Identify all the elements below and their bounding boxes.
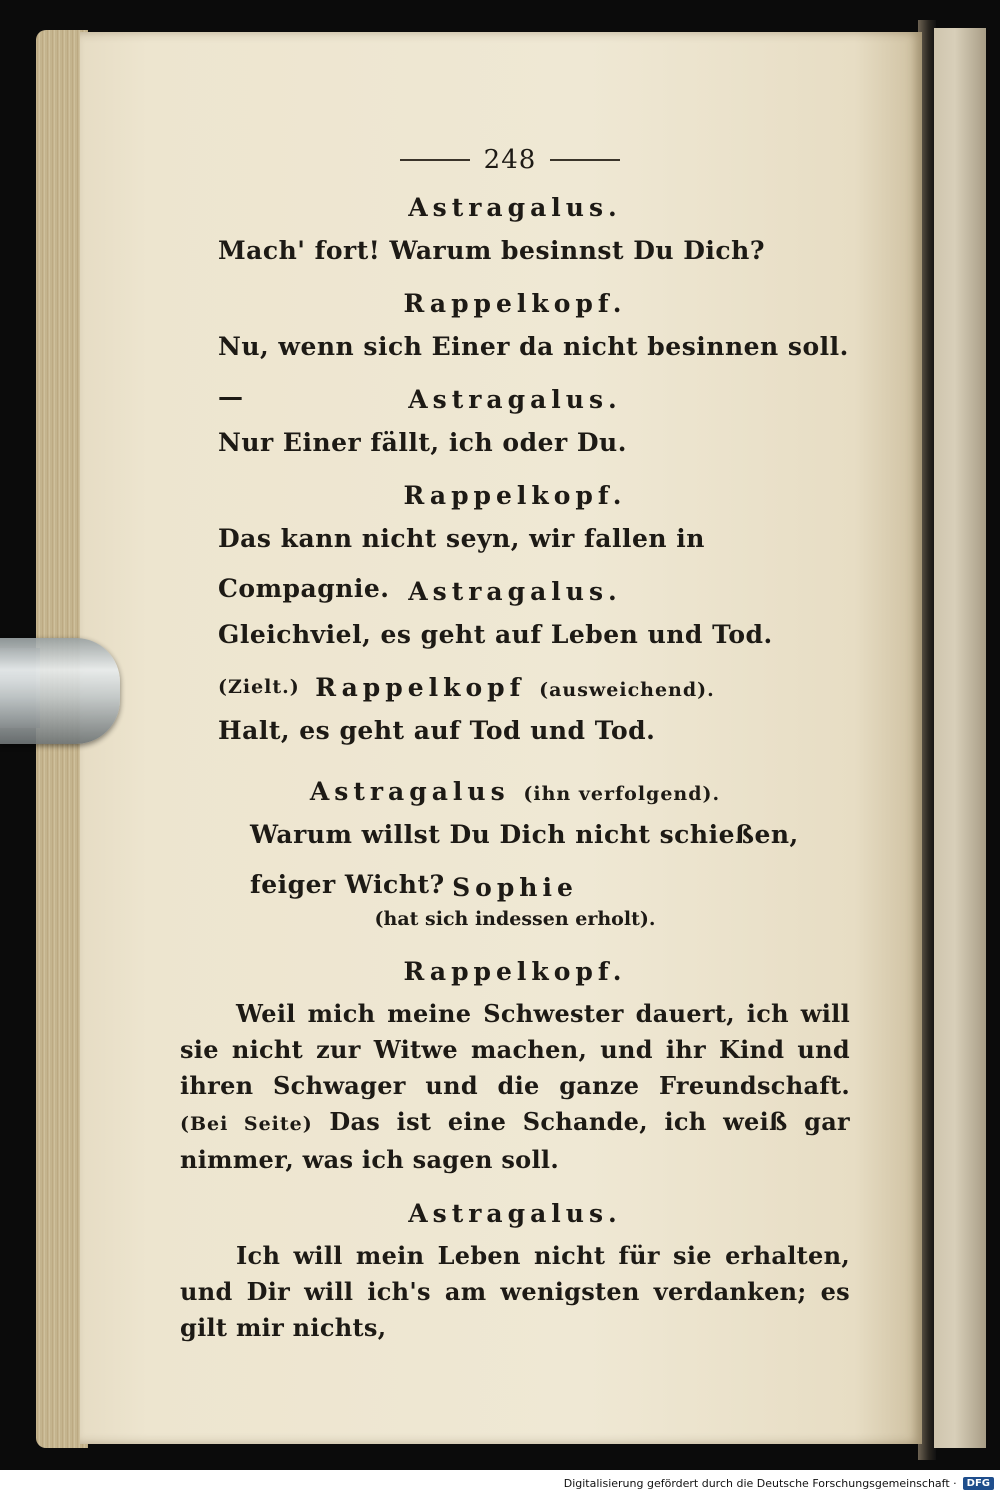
page-content <box>180 140 850 1346</box>
speaker-name: Rappelkopf. <box>403 481 627 510</box>
funding-credit: Digitalisierung gefördert durch die Deutsche Forschungsgemeinschaft · <box>563 1476 957 1490</box>
speaker-name: Rappelkopf. <box>403 289 627 318</box>
dialogue-paragraph <box>180 996 850 1178</box>
speaker-name: Astragalus. <box>408 1199 622 1228</box>
stage-direction: (hat sich indessen erholt). <box>374 908 656 930</box>
speaker-name: Astragalus <box>309 777 510 806</box>
stage-direction: (ihn verfolgend). <box>523 783 721 805</box>
page-holder-clip <box>0 638 120 744</box>
dialogue-text: Gleichviel, es geht auf Leben und Tod. <box>218 620 773 649</box>
dialogue-line: Das kann nicht seyn, wir fallen in Compagnie. <box>218 524 705 603</box>
header-rule-left <box>400 159 470 161</box>
header-rule-right <box>550 159 620 161</box>
page-header <box>170 140 850 180</box>
footer-bar <box>0 1470 1000 1496</box>
stage-direction: (ausweichend). <box>539 679 715 701</box>
speaker-name: Rappelkopf <box>315 673 526 702</box>
page-number: 248 <box>483 145 537 175</box>
speaker-name: Astragalus. <box>408 385 622 414</box>
dialogue-text: Weil mich meine Schwester dauert, ich will sie nicht zur Witwe machen, und ihr Kind und ihren Schwager und die ganze Freundschaft. <box>180 999 850 1100</box>
dfg-logo-icon: DFG <box>963 1477 994 1490</box>
dialogue-text: Das ist eine Schande, ich weiß gar nimmer, was ich sagen soll. <box>180 1107 850 1174</box>
speaker-name: Sophie <box>452 873 578 902</box>
stage-direction: (Zielt.) <box>218 676 300 698</box>
dialogue-line: Mach' fort! Warum besinnst Du Dich? <box>218 236 765 265</box>
speaker-name: Astragalus. <box>408 577 622 606</box>
dialogue-line: Halt, es geht auf Tod und Tod. <box>218 716 656 745</box>
dialogue-line: Nu, wenn sich Einer da nicht besinnen soll. — <box>218 332 849 411</box>
dialogue-line: Warum willst Du Dich nicht schießen, feiger Wicht? <box>250 820 799 899</box>
stage-direction: (Bei Seite) <box>180 1113 313 1135</box>
speaker-heading <box>180 774 850 810</box>
speaker-name: Astragalus. <box>408 193 622 222</box>
speaker-name: Rappelkopf. <box>403 957 627 986</box>
dialogue-paragraph: Ich will mein Leben nicht für sie erhalten, und Dir will ich's am wenigsten verdanken; es gilt mir nichts, <box>180 1241 850 1342</box>
facing-page-edge <box>934 28 986 1448</box>
dialogue-line: Nur Einer fällt, ich oder Du. <box>218 428 627 457</box>
